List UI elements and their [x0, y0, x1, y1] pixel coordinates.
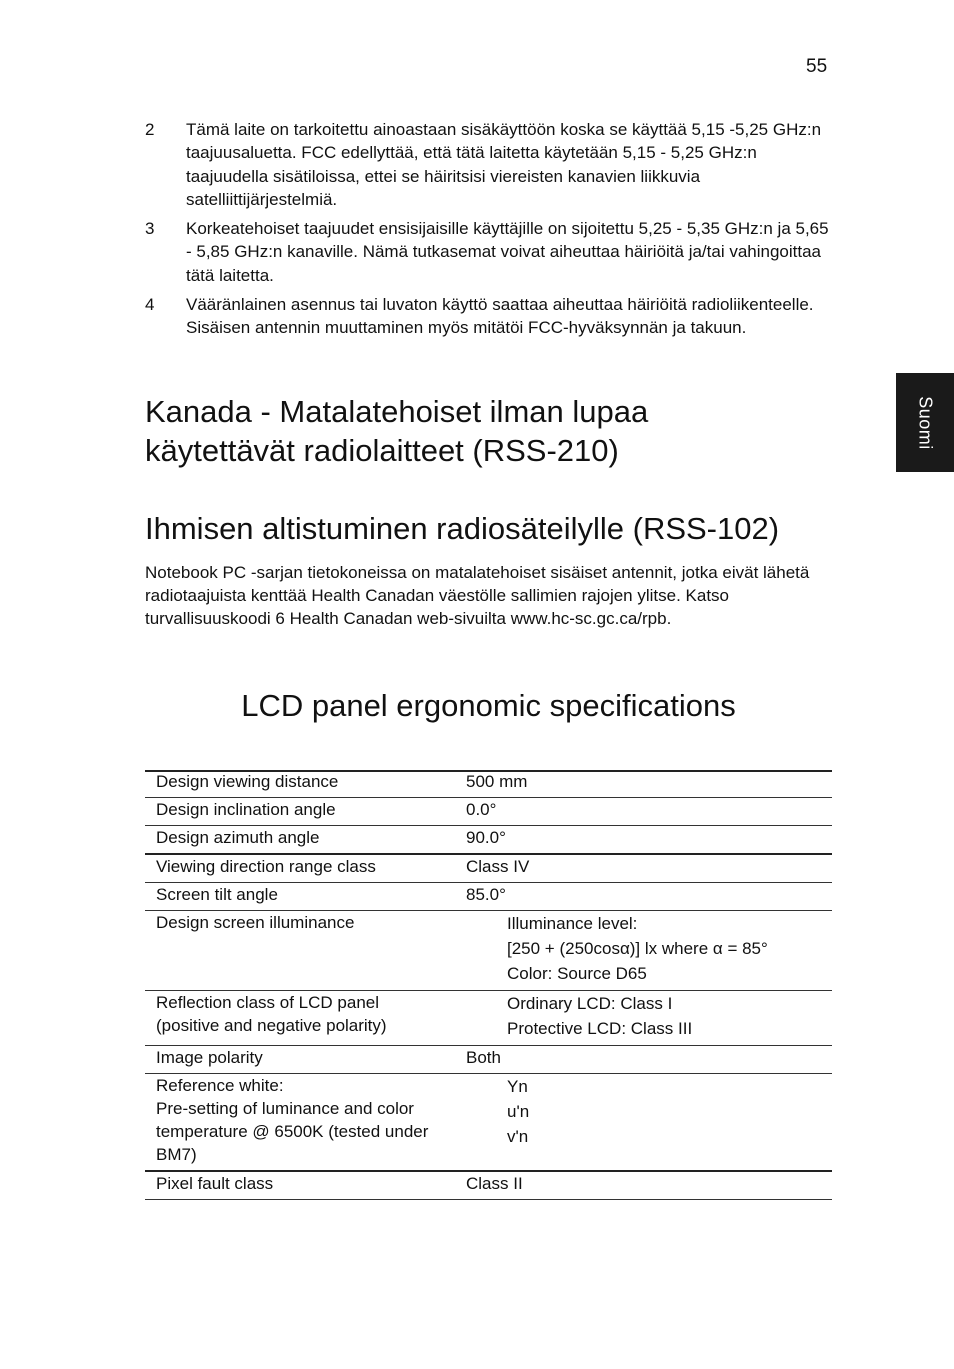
- note-number: 2: [145, 120, 155, 139]
- note-number: 3: [145, 219, 155, 239]
- heading-canada: Kanada - Matalatehoiset ilman lupaa käytettävät radiolaitteet (RSS-210): [145, 394, 649, 468]
- spec-value: Class IV: [466, 857, 530, 876]
- spec-value: Class II: [466, 1174, 523, 1193]
- note-text: Korkeatehoiset taajuudet ensisijaisille käyttäjille on sijoitettu 5,25 - 5,35 GHz:n ja 5,65 - 5,85 GHz:n kanaville. Nämä tutkasemat voivat aiheuttaa häiriöitä ja/tai vahingoittaa tätä laitetta.: [186, 219, 829, 285]
- note-text: Tämä laite on tarkoitettu ainoastaan sisäkäyttöön koska se käyttää 5,15 -5,25 GHz:n taajuusaluetta. FCC edellyttää, että tätä laitetta käytetään 5,15 - 5,25 GHz:n taajuudella sisätiloissa, ettei se häiritsisi viereisten kanavien liikkuvia satelliittijärjestelmiä.: [186, 120, 822, 209]
- spec-value-line: u'n: [507, 1102, 530, 1121]
- spec-value-line: [250 + (250cosα)] lx where α = 85°: [507, 939, 768, 958]
- table-row: [145, 854, 832, 883]
- spec-value: 90.0°: [466, 828, 506, 847]
- spec-value: 500 mm: [466, 772, 528, 791]
- spec-value-line: v'n: [507, 1127, 529, 1146]
- language-tab-label: Suomi: [915, 395, 936, 450]
- page-number: 55: [806, 56, 828, 77]
- spec-label: Design inclination angle: [156, 800, 336, 819]
- table-row: [145, 991, 832, 1046]
- table-row: [145, 1046, 832, 1074]
- table-row: [145, 1074, 832, 1172]
- spec-value: [466, 991, 832, 1046]
- spec-value: 0.0°: [466, 800, 497, 819]
- spec-value-line: Illuminance level:: [507, 914, 638, 933]
- note-number: 4: [145, 295, 155, 315]
- spec-label: Pixel fault class: [156, 1174, 274, 1193]
- language-tab: [896, 373, 954, 472]
- spec-label: Viewing direction range class: [156, 857, 376, 876]
- spec-label: Design screen illuminance: [156, 913, 355, 932]
- spec-label: Screen tilt angle: [156, 885, 278, 904]
- list-item: [145, 293, 835, 340]
- exposure-paragraph: Notebook PC -sarjan tietokoneissa on matalatehoiset sisäiset antennit, jotka eivät lähetä radiotaajuista kenttää Health Canadan väestölle sallimien rajojen ylitse. Katso turvallisuuskoodi 6 Health Canadan web-sivuilta www.hc-sc.gc.ca/rpb.: [145, 563, 810, 628]
- table-row: [145, 883, 832, 911]
- list-item: [145, 118, 835, 211]
- spec-value-line: Color: Source D65: [507, 964, 647, 983]
- table-row: [145, 770, 832, 798]
- spec-label: Reference white: Pre-setting of luminance and color temperature @ 6500K (tested under BM7): [156, 1076, 429, 1164]
- table-row: [145, 911, 832, 991]
- spec-value-line: Ordinary LCD: Class I: [507, 994, 673, 1013]
- table-row: [145, 1171, 832, 1200]
- table-row: [145, 798, 832, 826]
- spec-value: [466, 1074, 832, 1172]
- spec-value: 85.0°: [466, 885, 506, 904]
- spec-label: Image polarity: [156, 1048, 263, 1067]
- spec-label: Design viewing distance: [156, 772, 339, 791]
- numbered-notes: [145, 118, 835, 346]
- spec-value-line: Protective LCD: Class III: [507, 1019, 693, 1038]
- spec-value: Both: [466, 1048, 501, 1067]
- note-text: Vääränlainen asennus tai luvaton käyttö saattaa aiheuttaa häiriöitä radioliikenteelle. Sisäisen antennin muuttaminen myös mitätöi FCC-hyväksynnän ja takuun.: [186, 295, 814, 338]
- spec-value-line: Yn: [507, 1077, 528, 1096]
- heading-exposure: Ihmisen altistuminen radiosäteilylle (RSS-102): [145, 511, 780, 546]
- spec-label: Design azimuth angle: [156, 828, 320, 847]
- list-item: [145, 217, 835, 287]
- spec-label: Reflection class of LCD panel (positive and negative polarity): [156, 993, 387, 1035]
- table-row: [145, 826, 832, 855]
- spec-value: [466, 911, 832, 991]
- heading-lcd-specs: LCD panel ergonomic specifications: [241, 688, 736, 723]
- lcd-spec-table: [145, 770, 832, 1200]
